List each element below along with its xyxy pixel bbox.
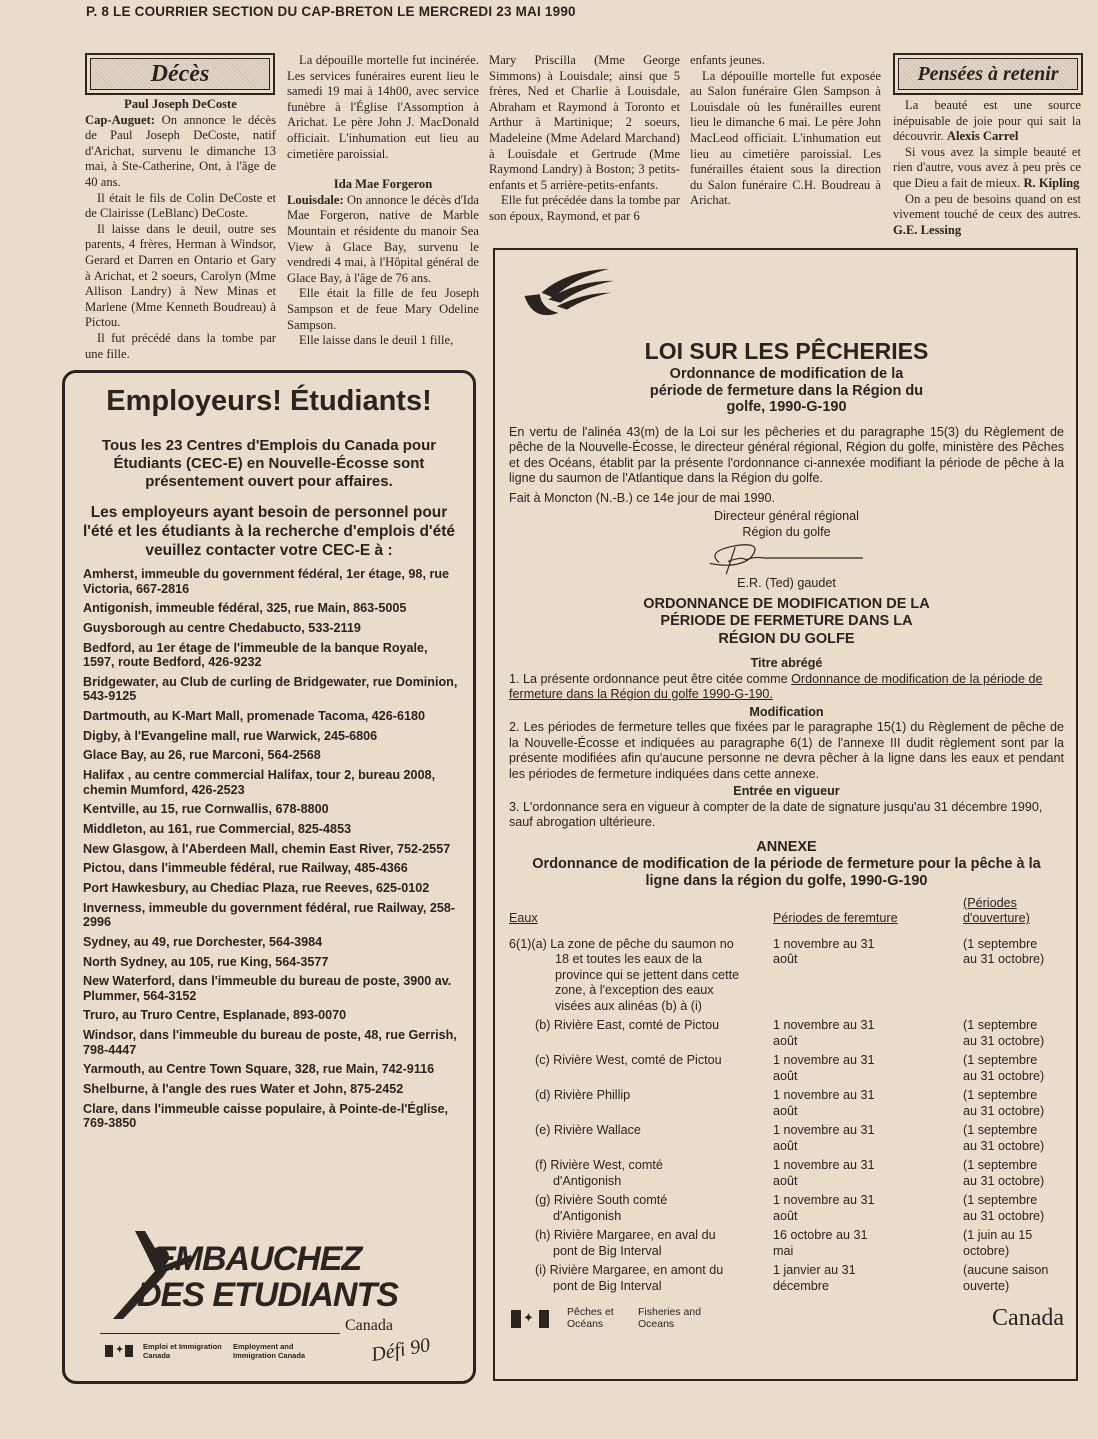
cell-open-period: (aucune saison ouverte) (963, 1263, 1049, 1293)
ad-call: Les employeurs ayant besoin de personnel pour l'été et les étudiants à la recherche d'emplois d'été veuillez contacter votre CEC-E à : (83, 504, 455, 559)
centre-item: Sydney, au 49, rue Dorchester, 564-3984 (83, 934, 323, 949)
fisheries-notice-ad (493, 248, 1078, 1381)
cell-closed-period: 1 novembre au 31 août (773, 1123, 875, 1153)
canada-flag-icon: ✦ (105, 1345, 133, 1357)
obituary-text: Il était le fils de Colin DeCoste et de Clairisse (LeBlanc) DeCoste. (85, 190, 276, 221)
cell-closed-period: 1 janvier au 31 décembre (773, 1263, 856, 1293)
canada-wordmark: Canada (345, 1317, 393, 1334)
section-1-heading: Titre abrégé (750, 656, 823, 670)
section-1-text (509, 672, 1064, 703)
obituary-text: On annonce le décès de Paul Joseph DeCoste, natif d'Arichat, survenu le dimanche 13 mai, à Ste-Catherine, Ont, à l'âge de 40 ans. (85, 112, 276, 189)
annex-table (509, 896, 1064, 1295)
centre-item: Digby, à l'Evangeline mall, rue Warwick, 245-6806 (83, 728, 378, 743)
centre-item: Dartmouth, au K-Mart Mall, promenade Tacoma, 426-6180 (83, 708, 425, 723)
ad-intro: Tous les 23 Centres d'Emplois du Canada pour Étudiants (CEC-E) en Nouvelle-Écosse sont présentement ouvert pour affaires. (101, 437, 437, 490)
quote-text: Si vous avez la simple beauté et rien d'autre, vous avez à peu près ce que Dieu a fait de mieux. (893, 144, 1081, 190)
obituary-place: Louisdale: (287, 192, 344, 207)
annex-heading: ANNEXE (756, 838, 817, 855)
obituary-text: On annonce le décès d'Ida Mae Forgeron, native de Marble Mountain et résidente du manoir Sea View à Glace Bay, survenu le vendredi 4 mai, à l'Hôpital général de Glace Bay, à l'âge de 76 ans. (287, 192, 479, 285)
notice-title: LOI SUR LES PÊCHERIES (644, 338, 929, 364)
section-1-citation: Ordonnance de modification de la période de fermeture dans la Région du golfe 1990-G-190. (509, 671, 1043, 701)
centre-item: Halifax , au centre commercial Halifax, tour 2, bureau 2008, chemin Mumford, 426-2523 (83, 768, 436, 797)
obituary-name: Paul Joseph DeCoste (124, 97, 237, 111)
cell-waters: (f) Rivière West, comté d'Antigonish (535, 1158, 663, 1188)
cell-open-period: (1 septembre au 31 octobre) (963, 1053, 1045, 1083)
cell-open-period: (1 septembre au 31 octobre) (963, 1123, 1045, 1153)
centre-item: Port Hawkesbury, au Chediac Plaza, rue Reeves, 625-0102 (83, 880, 430, 895)
centre-item: Bedford, au 1er étage de l'immeuble de la banque Royale, 1597, route Bedford, 426-9232 (83, 640, 428, 670)
cell-closed-period: 1 novembre au 31 août (773, 1018, 875, 1048)
signature-icon (691, 540, 891, 576)
cell-closed-period: 1 novembre au 31 août (773, 1053, 875, 1083)
table-row (509, 1123, 1064, 1154)
centre-item: Truro, au Truro Centre, Esplanade, 893-0070 (83, 1008, 347, 1023)
cell-waters: (g) Rivière South comté d'Antigonish (535, 1193, 668, 1223)
section-2-text: 2. Les périodes de fermeture telles que fixées par le paragraphe 15(1) du Règlement de pêche de la Nouvelle-Écosse et indiquées au paragraphe 6(1) de l'annexe III dudit règlement sont par la présente modifiées afin qu'aucune personne ne devra pêcher à la ligne dans les eaux et pendant les périodes de fermeture indiquées dans cette annexe. (509, 720, 1064, 781)
cell-closed-period: 1 novembre au 31 août (773, 936, 875, 966)
cell-closed-period: 1 novembre au 31 août (773, 1158, 875, 1188)
cell-open-period: (1 septembre au 31 octobre) (963, 1018, 1045, 1048)
cell-waters: (h) Rivière Margaree, en aval du pont de Big Interval (535, 1228, 716, 1258)
table-row (509, 1228, 1064, 1259)
cell-closed-period: 1 novembre au 31 août (773, 1088, 875, 1118)
obituary-text: Il fut précédé dans la tombe par une fille. (85, 330, 276, 361)
centre-item: Kentville, au 15, rue Cornwallis, 678-8800 (83, 802, 329, 817)
centre-item: Shelburne, à l'angle des rues Water et John, 875-2452 (83, 1081, 404, 1096)
preamble: En vertu de l'alinéa 43(m) de la Loi sur les pêcheries et du paragraphe 15(3) du Règlement de pêche de la Nouvelle-Écosse, le directeur général régional, Région du golfe, ministère des Pêches et des Océans, établit par la présente l'ordonnance ci-annexée modifiant la période de pêche à la ligne du saumon de l'Atlantique dans la Région du golfe. (509, 424, 1064, 485)
table-row (509, 1053, 1064, 1084)
obituary-column-1 (85, 97, 276, 362)
pensees-heading-box (893, 53, 1083, 95)
section-3-heading: Entrée en vigueur (733, 784, 840, 798)
dept-name-en: Fisheries and Oceans (638, 1306, 702, 1330)
centre-item: Bridgewater, au Club de curling de Bridgewater, rue Dominion, 543-9125 (83, 674, 458, 704)
obituary-place: Cap-Auguet: (85, 112, 155, 127)
centre-item: Inverness, immeuble du government fédéral, rue Railway, 258-2996 (83, 900, 456, 930)
table-row (509, 1018, 1064, 1049)
centre-item: North Sydney, au 105, rue King, 564-3577 (83, 954, 329, 969)
cell-waters: 6(1)(a) La zone de pêche du saumon no 18 et toutes les eaux de la province qui se jettent dans cette zone, à l'exception des eaux visées aux alinéas (b) à (i) (509, 936, 740, 1013)
centre-item: New Glasgow, à l'Aberdeen Mall, chemin East River, 752-2557 (83, 841, 451, 856)
quote-author: Alexis Carrel (946, 129, 1019, 144)
obituary-text: Il laisse dans le deuil, outre ses parents, 4 frères, Herman à Windsor, Gerard et Darren en Ontario et Gary à Arichat, et 2 soeurs, Carolyn (Mme Allison Landry) à New Minas et Marlene (Mme Kenneth Boudreau) à Pictou. (85, 221, 276, 330)
cell-waters: (d) Rivière Phillip (535, 1088, 631, 1102)
pensees-column (893, 98, 1081, 238)
centre-item: Amherst, immeuble du government fédéral, 1er étage, 98, rue Victoria, 667-2816 (83, 567, 450, 596)
embauchez-logo-line2: DES ETUDIANTS (137, 1276, 398, 1314)
centre-item: Yarmouth, au Centre Town Square, 328, rue Main, 742-9116 (83, 1062, 435, 1077)
defi-90-signature: Défi 90 (369, 1334, 432, 1366)
quote-text: On a peu de besoins quand on est vivement touché de ceux des autres. (893, 191, 1081, 222)
cell-waters: (i) Rivière Margaree, en amont du pont de Big Interval (535, 1263, 724, 1293)
section-3-text: 3. L'ordonnance sera en vigueur à compter de la date de signature jusqu'au 31 décembre 1990, sauf abrogation ultérieure. (509, 799, 1043, 829)
obituary-text: Elle fut précédée dans la tombe par son époux, Raymond, et par 6 (489, 193, 680, 223)
obituary-column-4 (690, 53, 881, 209)
centre-item: Glace Bay, au 26, rue Marconi, 564-2568 (83, 748, 321, 763)
canada-wordmark: Canada (992, 1305, 1064, 1331)
obituary-text: La dépouille mortelle fut incinérée. Les services funéraires eurent lieu le samedi 19 mai à 14h00, avec service funèbre à l'Église l'Assomption à Arichat. Le père John J. MacDonald officiait. L'inhumation eut lieu au cimetière paroissial. (287, 53, 479, 161)
cell-waters: (c) Rivière West, comté de Pictou (535, 1053, 722, 1067)
obituary-text: Elle laisse dans le deuil 1 fille, (299, 333, 454, 348)
fisheries-logo-icon (507, 262, 627, 330)
table-row (509, 1193, 1064, 1224)
cell-waters: (b) Rivière East, comté de Pictou (535, 1018, 720, 1032)
column-header-eaux: Eaux (509, 911, 538, 925)
centre-item: New Waterford, dans l'immeuble du bureau de poste, 3900 av. Plummer, 564-3152 (83, 974, 452, 1003)
cell-closed-period: 1 novembre au 31 août (773, 1193, 875, 1223)
table-row (509, 1158, 1064, 1189)
centre-item: Windsor, dans l'immeuble du bureau de poste, 48, rue Gerrish, 798-4447 (83, 1028, 457, 1057)
embauchez-logo-line1: EMBAUCHEZ (153, 1240, 362, 1278)
done-at: Fait à Moncton (N.-B.) ce 14e jour de mai 1990. (509, 490, 775, 505)
notice-subtitle: Ordonnance de modification de la période de fermeture dans la Région du golfe, 1990-G-190 (649, 366, 924, 415)
obituary-name: Ida Mae Forgeron (333, 177, 433, 192)
centre-item: Guysborough au centre Chedabucto, 533-2119 (83, 620, 361, 635)
table-row (509, 1088, 1064, 1119)
dept-name-fr: Pêches et Océans (567, 1306, 614, 1330)
centre-item: Pictou, dans l'immeuble fédéral, rue Railway, 485-4366 (83, 861, 408, 876)
column-header-ouverture: (Périodes d'ouverture) (963, 895, 1030, 925)
annex-title: Ordonnance de modification de la période de fermeture pour la pêche à la ligne dans la région du golfe, 1990-G-190 (532, 855, 1041, 889)
pensees-heading: Pensées à retenir (898, 58, 1078, 90)
cell-closed-period: 16 octobre au 31 mai (773, 1228, 868, 1258)
divider (100, 1333, 340, 1334)
cell-open-period: (1 septembre au 31 octobre) (963, 936, 1045, 966)
obituary-column-2 (287, 53, 479, 349)
column-header-fermeture: Périodes de feremture (773, 911, 898, 925)
cell-open-period: (1 septembre au 31 octobre) (963, 1088, 1045, 1118)
table-row (509, 937, 1064, 1015)
obituary-text: La dépouille mortelle fut exposée au Salon funéraire Glen Sampson à Louisdale où les funérailles eurent lieu le dimanche 6 mai. Le père John MacLeod officiait. L'inhumation eut lieu au cimetière paroissial. Les funérailles étaient sous la direction du Salon funéraire C.H. Boudreau à Arichat. (690, 68, 881, 208)
ad-title: Employeurs! Étudiants! (106, 385, 432, 417)
section-1-body: 1. La présente ordonnance peut être citée comme (509, 671, 792, 686)
table-row (509, 1263, 1064, 1294)
signer-title-1: Directeur général régional (714, 509, 859, 523)
deces-heading: Décès (90, 58, 270, 90)
canada-flag-icon: ✦ (511, 1310, 549, 1328)
employers-students-ad (62, 370, 476, 1384)
obituary-text: Elle était la fille de feu Joseph Sampson et de feue Mary Odeline Sampson. (287, 286, 479, 332)
signer-title-2: Région du golfe (742, 524, 831, 539)
quote-author: R. Kipling (1023, 175, 1080, 190)
section-2-heading: Modification (749, 704, 824, 719)
table-header (509, 896, 1064, 927)
signer-name: E.R. (Ted) gaudet (737, 576, 836, 590)
order-title: ORDONNANCE DE MODIFICATION DE LA PÉRIODE DE FERMETURE DANS LA RÉGION DU GOLFE (643, 595, 930, 647)
page-header: P. 8 LE COURRIER SECTION DU CAP-BRETON LE MERCREDI 23 MAI 1990 (86, 4, 576, 19)
centre-item: Antigonish, immeuble fédéral, 325, rue Main, 863-5005 (83, 601, 407, 616)
obituary-text: enfants jeunes. (690, 53, 765, 67)
cell-open-period: (1 septembre au 31 octobre) (963, 1193, 1045, 1223)
quote-text: La beauté est une source inépuisable de joie pour qui sait la découvrir. (893, 98, 1081, 144)
obituary-text: Mary Priscilla (Mme George Simmons) à Louisdale; ainsi que 5 frères, Ned et Charlie à Louisdale, Abraham et Raymond à Toronto et Arthur à Martinique; 2 soeurs, Madeleine (Mme Adelard Marchand) à Louisdale et Gertrude (Mme Raymond Landry) à Boston; 3 petits-enfants et 5 arrière-petits-enfants. (489, 53, 680, 192)
dept-name-fr: Emploi et Immigration Canada (143, 1342, 222, 1360)
quote-author: G.E. Lessing (893, 222, 962, 237)
centre-item: Clare, dans l'immeuble caisse populaire, à Pointe-de-l'Église, 769-3850 (83, 1101, 449, 1131)
dept-name-en: Employment and Immigration Canada (233, 1342, 306, 1360)
cell-waters: (e) Rivière Wallace (535, 1123, 641, 1137)
deces-heading-box (85, 53, 275, 95)
notice-footer (509, 1304, 1064, 1334)
cell-open-period: (1 septembre au 31 octobre) (963, 1158, 1045, 1188)
table-body (509, 937, 1064, 1295)
centre-list (83, 567, 461, 1136)
centre-item: Middleton, au 161, rue Commercial, 825-4853 (83, 821, 352, 836)
cell-open-period: (1 juin au 15 octobre) (963, 1228, 1033, 1258)
obituary-column-3 (489, 53, 680, 225)
